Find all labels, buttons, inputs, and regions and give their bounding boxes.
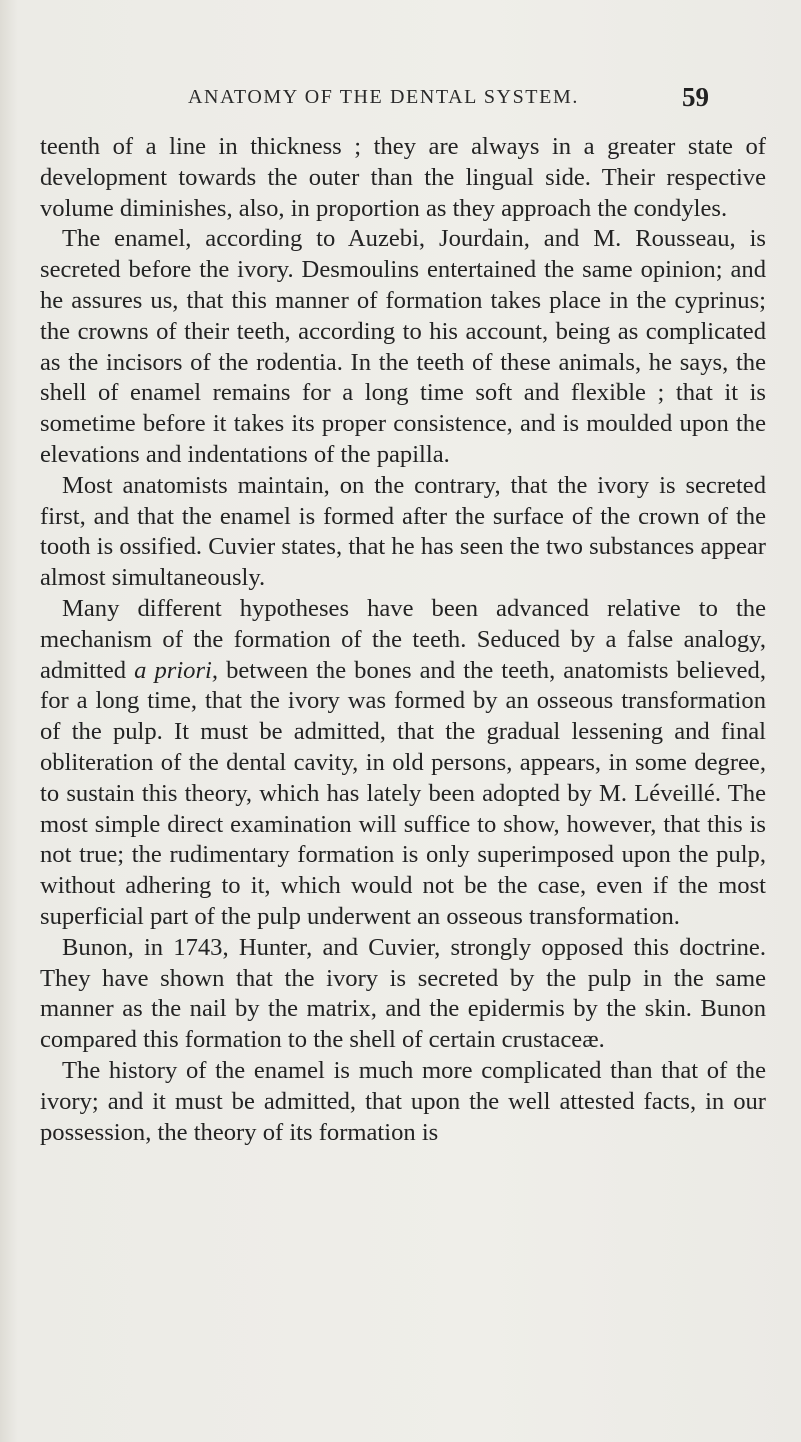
paragraph-3: Most anatomists maintain, on the contrary, that the ivory is secreted first, and that the enamel is formed after the surface of the crown of the tooth is ossified. Cuvier states, that he has seen the two substances appear almost simultaneously.: [40, 471, 766, 592]
paragraph-4-text-before: Many different hypotheses have been advanced relative to the mechanism of the formation of the teeth. Seduced by a false analogy, admitted: [40, 594, 766, 684]
italic-a-priori: a priori,: [134, 656, 219, 684]
paragraph-6: The history of the enamel is much more complicated than that of the ivory; and it must be admitted, that upon the well attested facts, in our possession, the theory of its formation is: [40, 1056, 766, 1146]
running-head: [0, 82, 801, 120]
body-text: [40, 132, 766, 1148]
page-number: 59: [682, 82, 709, 112]
paragraph-1: teenth of a line in thickness ; they are always in a greater state of development towards the outer than the lingual side. Their respective volume diminishes, also, in proportion as they approach the condyles.: [40, 133, 766, 222]
paragraph-5: Bunon, in 1743, Hunter, and Cuvier, strongly opposed this doctrine. They have shown that the ivory is secreted by the pulp in the same manner as the nail by the matrix, and the epidermis by the skin. Bunon compared this formation to the shell of certain crustaceæ.: [40, 933, 766, 1054]
paragraph-4-text-after: between the bones and the teeth, anatomists believed, for a long time, that the ivory was formed by an osseous transformation of the pulp. It must be admitted, that the gradual lessening and final obliteration of the dental cavity, in old persons, appears, in some degree, to sustain this theory, which has lately been adopted by M. Léveillé. The most simple direct examination will suffice to show, however, that this is not true; the rudimentary formation is only superimposed upon the pulp, without adhering to it, which would not be the case, even if the most superficial part of the pulp underwent an osseous transformation.: [40, 656, 766, 930]
paragraph-4: [40, 594, 766, 933]
running-title: ANATOMY OF THE DENTAL SYSTEM.: [188, 86, 579, 108]
paragraph-2: The enamel, according to Auzebi, Jourdain, and M. Rousseau, is secreted before the ivory. Desmoulins entertained the same opinion; and he assures us, that this manner of formation takes place in the cyprinus; the crowns of their teeth, according to his account, being as complicated as the incisors of the rodentia. In the teeth of these animals, he says, the shell of enamel remains for a long time soft and flexible ; that it is sometime before it takes its proper consistence, and is moulded upon the elevations and indentations of the papilla.: [40, 225, 766, 468]
